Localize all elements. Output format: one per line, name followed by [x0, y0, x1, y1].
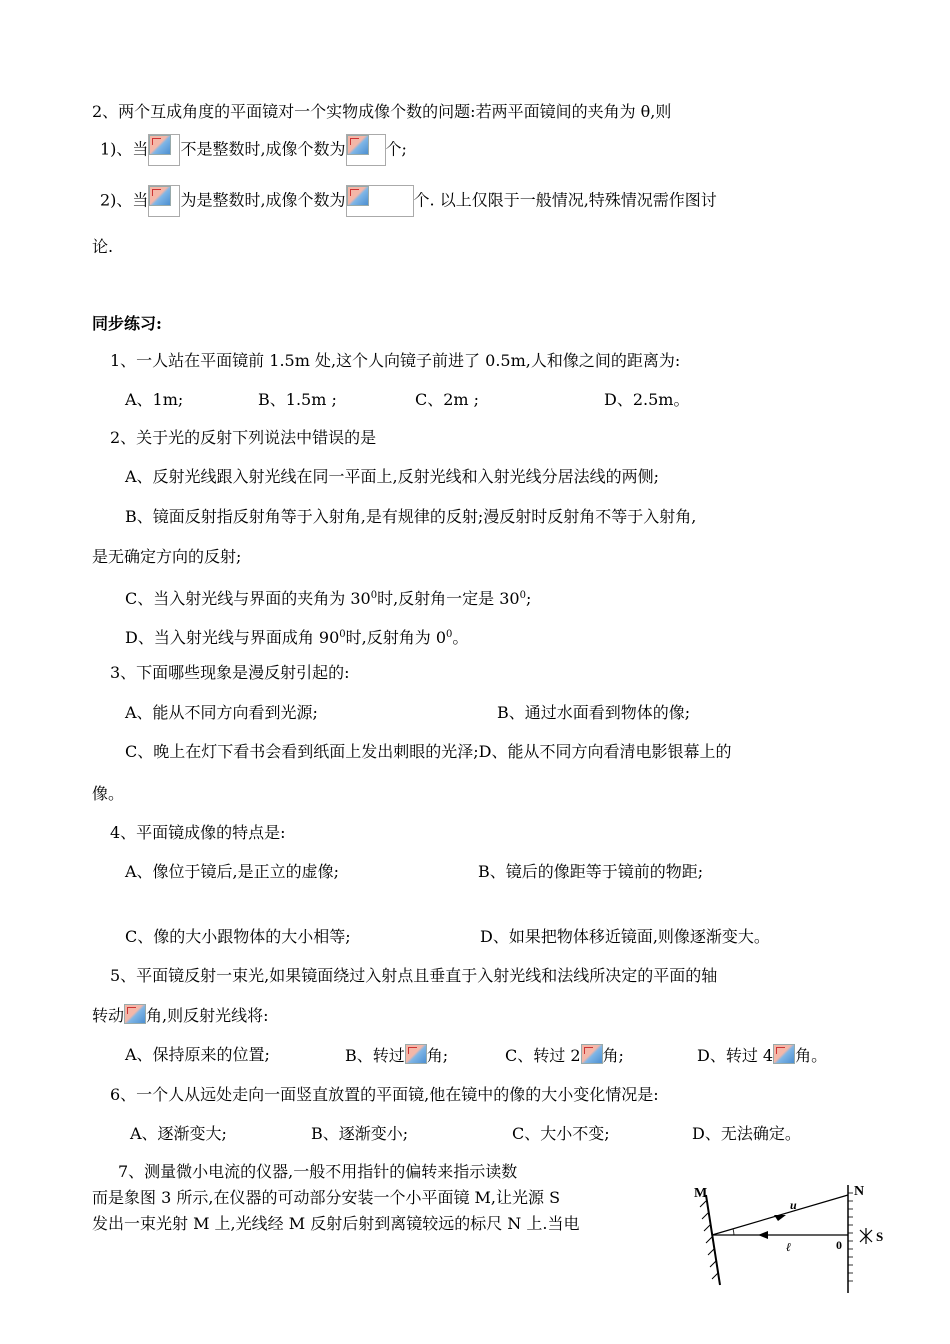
degree-sup: 0 [446, 629, 453, 640]
q4-option-a: A、像位于镜后,是正立的虚像; [125, 862, 340, 881]
q3-option-b: B、通过水面看到物体的像; [497, 703, 691, 722]
arrow-icon [774, 1215, 786, 1221]
q2-d-end: 。 [452, 628, 469, 647]
q6-option-b: B、逐渐变小; [311, 1124, 409, 1143]
q2-d-text2: 时,反射角为 0 [345, 628, 447, 647]
q6-option-a: A、逐渐变大; [130, 1124, 227, 1143]
item2-line1 [100, 134, 407, 166]
degree-sup: 0 [519, 590, 526, 601]
mirror-m [700, 1195, 720, 1285]
item2-2-cont: 论. [92, 237, 114, 256]
light-source-icon [860, 1228, 872, 1244]
formula-count-image [346, 185, 414, 217]
item2-line2 [100, 185, 717, 217]
arrow-icon [758, 1231, 768, 1239]
q5-option-c [505, 1044, 624, 1067]
q7-line2: 而是象图 3 所示,在仪器的可动部分安装一个小平面镜 M,让光源 S [92, 1188, 561, 1207]
label-zero: 0 [836, 1238, 842, 1252]
item2-2-prefix: 2)、当 [100, 190, 149, 210]
q5-c-post: 角; [602, 1046, 624, 1065]
q5-option-d [697, 1044, 827, 1067]
q3-option-a: A、能从不同方向看到光源; [125, 703, 318, 722]
q1: 1、一人站在平面镜前 1.5m 处,这个人向镜子前进了 0.5m,人和像之间的距离为: [110, 351, 681, 370]
q2-option-b-cont: 是无确定方向的反射; [92, 547, 242, 566]
q4: 4、平面镜成像的特点是: [110, 823, 286, 842]
broken-image-icon [581, 1044, 603, 1064]
q1-option-c: C、2m ; [415, 390, 480, 409]
figure-3-mirror-diagram [690, 1175, 890, 1295]
item2-2-mid: 为是整数时,成像个数为 [180, 190, 346, 210]
degree-sup: 0 [370, 590, 378, 601]
q3: 3、下面哪些现象是漫反射引起的: [110, 663, 350, 682]
angle-arc [733, 1229, 734, 1235]
q5-cont [92, 1004, 269, 1027]
q3-option-cd: C、晚上在灯下看书会看到纸面上发出刺眼的光泽;D、能从不同方向看清电影银幕上的 [125, 742, 732, 761]
label-u: u [790, 1198, 797, 1212]
label-s: S [876, 1229, 884, 1244]
q2-d-text: D、当入射光线与界面成角 90 [125, 628, 340, 647]
label-n: N [854, 1184, 865, 1199]
q3-option-cd-cont: 像。 [92, 784, 125, 803]
q6: 6、一个人从远处走向一面竖直放置的平面镜,他在镜中的像的大小变化情况是: [110, 1085, 659, 1104]
broken-image-icon [773, 1044, 795, 1064]
broken-image-icon [149, 186, 171, 206]
q2-option-d [125, 624, 468, 649]
q4-option-c: C、像的大小跟物体的大小相等; [125, 927, 351, 946]
item2-title: 2、两个互成角度的平面镜对一个实物成像个数的问题:若两平面镜间的夹角为 θ,则 [92, 102, 672, 121]
broken-image-icon [405, 1044, 427, 1064]
q4-option-b: B、镜后的像距等于镜前的物距; [478, 862, 704, 881]
broken-image-icon [347, 135, 369, 155]
broken-image-icon [124, 1004, 146, 1024]
broken-image-icon [347, 186, 369, 206]
q5-d-pre: D、转过 4 [697, 1046, 774, 1065]
formula-theta-ratio-image [148, 185, 180, 217]
formula-theta-ratio-image [148, 134, 180, 166]
q4-option-d: D、如果把物体移近镜面,则像逐渐变大。 [480, 927, 770, 946]
q2-option-b: B、镜面反射指反射角等于入射角,是有规律的反射;漫反射时反射角不等于入射角, [125, 507, 697, 526]
q5-b-pre: B、转过 [345, 1046, 405, 1065]
q1-option-d: D、2.5m。 [604, 390, 690, 409]
q5-option-a: A、保持原来的位置; [125, 1045, 270, 1064]
q1-option-b: B、1.5m ; [258, 390, 337, 409]
practice-heading: 同步练习: [92, 314, 162, 333]
q2-option-c [125, 585, 531, 610]
q5: 5、平面镜反射一束光,如果镜面绕过入射点且垂直于入射光线和法线所决定的平面的轴 [110, 966, 718, 985]
item2-2-suffix: 个. 以上仅限于一般情况,特殊情况需作图讨 [413, 190, 717, 210]
q5-b-post: 角; [426, 1046, 449, 1065]
q1-option-a: A、1m; [125, 390, 184, 409]
formula-count-image [346, 134, 386, 166]
item2-1-mid: 不是整数时,成像个数为 [180, 139, 346, 159]
scale-n [848, 1185, 853, 1293]
q6-option-d: D、无法确定。 [692, 1124, 801, 1143]
label-m: M [694, 1186, 708, 1201]
q2-c-text2: 时,反射角一定是 30 [377, 589, 520, 608]
q5-d-post: 角。 [795, 1046, 828, 1065]
item2-1-suffix: 个; [385, 139, 407, 159]
q7-line3: 发出一束光射 M 上,光线经 M 反射后射到离镜较远的标尺 N 上.当电 [92, 1214, 580, 1233]
q5-option-b [345, 1044, 448, 1067]
q2-option-a: A、反射光线跟入射光线在同一平面上,反射光线和入射光线分居法线的两侧; [125, 467, 660, 486]
q7-line1: 7、测量微小电流的仪器,一般不用指针的偏转来指示读数 [118, 1162, 518, 1181]
q5-cont-pre: 转动 [92, 1006, 125, 1025]
q6-option-c: C、大小不变; [512, 1124, 610, 1143]
broken-image-icon [149, 135, 171, 155]
q2: 2、关于光的反射下列说法中错误的是 [110, 428, 377, 447]
q2-c-text: C、当入射光线与界面的夹角为 30 [125, 589, 371, 608]
item2-1-prefix: 1)、当 [100, 139, 149, 159]
q2-c-end: ; [526, 589, 532, 608]
degree-sup: 0 [339, 629, 346, 640]
label-l: ℓ [786, 1240, 792, 1254]
q5-c-pre: C、转过 2 [505, 1046, 581, 1065]
q5-cont-post: 角,则反射光线将: [146, 1006, 269, 1025]
